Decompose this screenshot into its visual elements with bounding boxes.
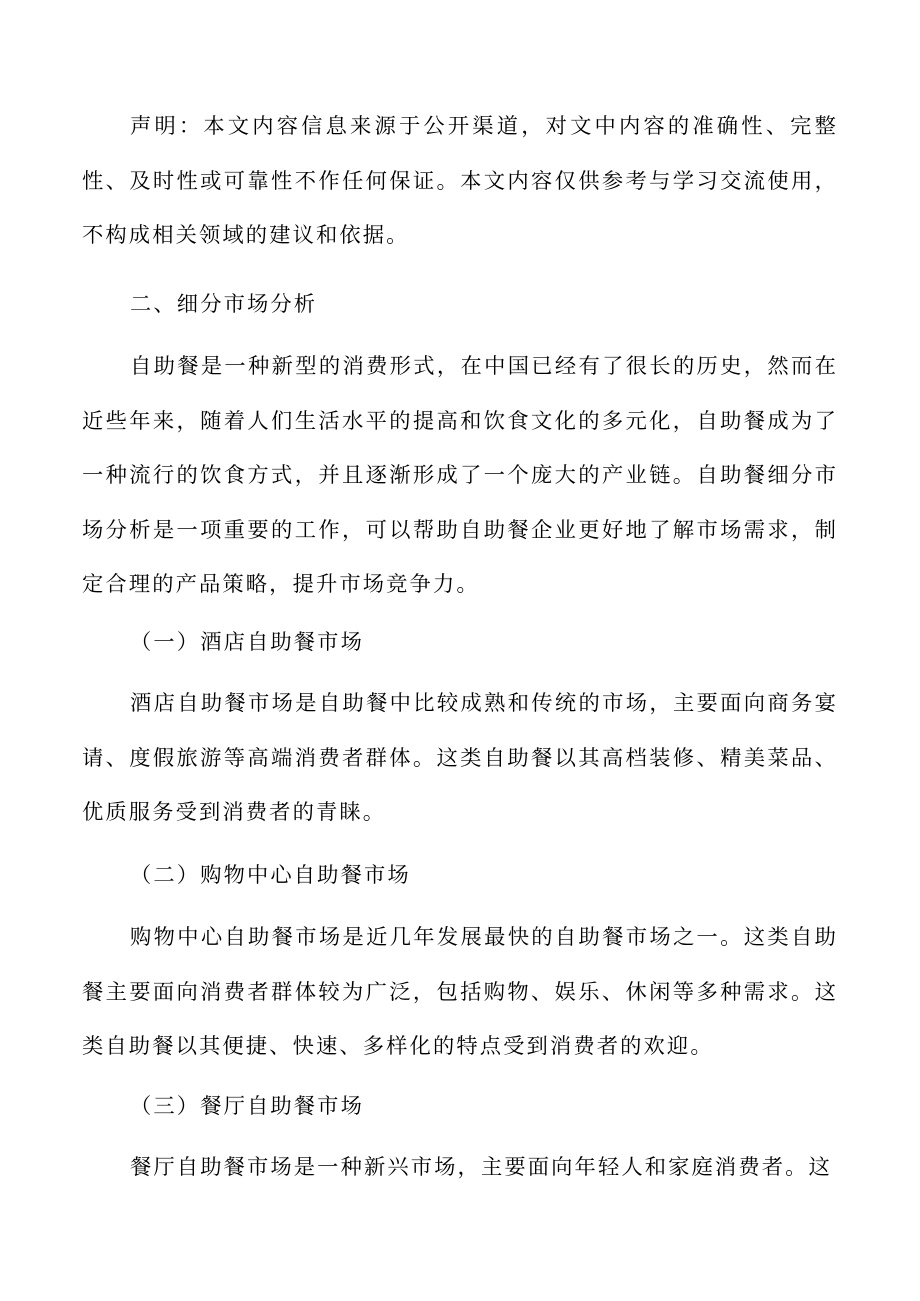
subsection-heading-mall: （二）购物中心自助餐市场 bbox=[130, 863, 411, 888]
subsection-heading-hotel: （一）酒店自助餐市场 bbox=[130, 630, 364, 655]
intro-paragraph: 自助餐是一种新型的消费形式，在中国已经有了很长的历史，然而在近些年来，随着人们生活水平的提高和饮食文化的多元化，自助餐成为了一种流行的饮食方式，并且逐渐形成了一个庞大的产业链。自助餐细分市场分析是一项重要的工作，可以帮助自助餐企业更好地了解市场需求，制定合理的产品策略，提升市场竞争力。 bbox=[82, 354, 838, 597]
subsection-body-mall: 购物中心自助餐市场是近几年发展最快的自助餐市场之一。这类自助餐主要面向消费者群体较为广泛，包括购物、娱乐、休闲等多种需求。这类自助餐以其便捷、快速、多样化的特点受到消费者的欢迎。 bbox=[82, 925, 838, 1059]
section-heading: 二、细分市场分析 bbox=[130, 292, 318, 317]
disclaimer-paragraph: 声明：本文内容信息来源于公开渠道，对文中内容的准确性、完整性、及时性或可靠性不作任何保证。本文内容仅供参考与学习交流使用，不构成相关领域的建议和依据。 bbox=[82, 114, 838, 248]
subsection-body-hotel: 酒店自助餐市场是自助餐中比较成熟和传统的市场，主要面向商务宴请、度假旅游等高端消费者群体。这类自助餐以其高档装修、精美菜品、优质服务受到消费者的青睐。 bbox=[82, 691, 838, 825]
subsection-body-restaurant: 餐厅自助餐市场是一种新兴市场，主要面向年轻人和家庭消费者。这 bbox=[130, 1155, 832, 1180]
subsection-heading-restaurant: （三）餐厅自助餐市场 bbox=[130, 1094, 364, 1119]
